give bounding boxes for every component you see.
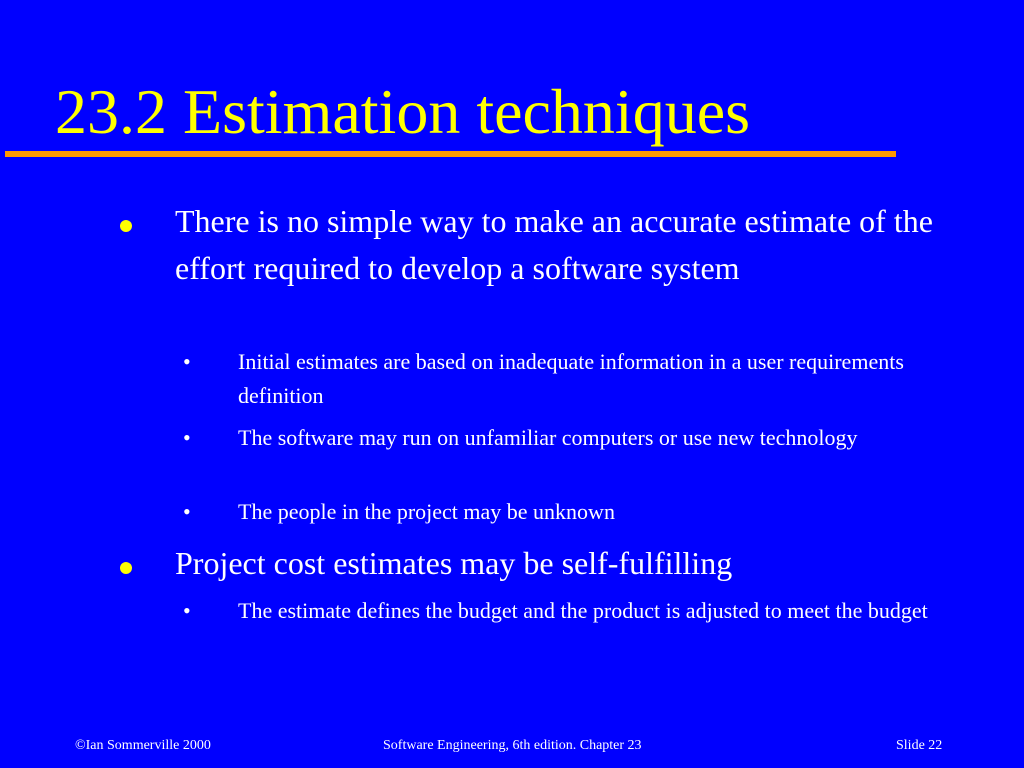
bullet-text: There is no simple way to make an accurate estimate of the effort required to develop a software system	[175, 203, 933, 286]
sub-bullet-marker: •	[183, 425, 191, 450]
sub-bullet-marker: •	[183, 598, 191, 623]
sub-bullet-marker: •	[183, 349, 191, 374]
footer-copyright: ©Ian Sommerville 2000	[75, 738, 211, 753]
sub-bullet-text: The software may run on unfamiliar computers or use new technology	[238, 425, 858, 450]
sub-bullet-marker: •	[183, 499, 191, 524]
footer-slide-number: Slide 22	[896, 738, 943, 753]
bullet-text: Project cost estimates may be self-fulfilling	[175, 545, 733, 581]
bullet-dot	[120, 220, 132, 232]
sub-bullet-text: The people in the project may be unknown	[238, 499, 615, 524]
sub-bullet-text: Initial estimates are based on inadequate information in a user requirements definition	[238, 349, 904, 408]
bullet-dot	[120, 562, 132, 574]
slide-title: 23.2 Estimation techniques	[55, 76, 750, 147]
sub-bullet-text: The estimate defines the budget and the product is adjusted to meet the budget	[238, 598, 928, 623]
title-underline	[5, 151, 896, 157]
footer-book-title: Software Engineering, 6th edition. Chapter 23	[383, 738, 642, 753]
